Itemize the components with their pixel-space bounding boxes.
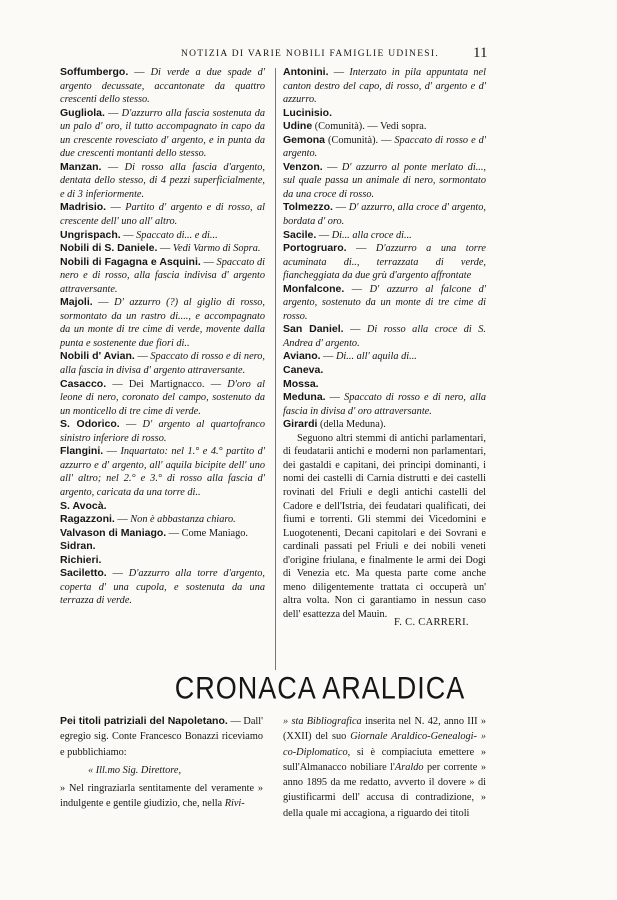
- entry-blazon: Di rosso alla croce di S. Andrea d' argento.: [283, 324, 486, 349]
- blazon-entry: [283, 418, 486, 432]
- entry-title: Soffumbergo.: [60, 66, 129, 78]
- entry-blazon: D' azzurro al ponte merlato di..., sul quale passa un animale di nero, sormontato da una croce di rosso.: [283, 161, 486, 200]
- blazon-entry: [283, 350, 486, 364]
- letter-text: » Nel ringraziarla sentitamente del veramente » indulgente e gentile giudizio, che, nella: [60, 783, 263, 810]
- entry-blazon: Interzato in pila appuntata nel canton destro del capo, di rosso, d' argento e d' azzurro.: [283, 67, 486, 106]
- entry-separator: —: [332, 202, 349, 214]
- blazon-entry: [60, 242, 265, 256]
- entry-blazon: D' argento al quartofranco sinistro inferiore di rosso.: [60, 419, 265, 444]
- blazon-entry: [283, 201, 486, 228]
- entry-blazon: Spaccato di rosso e di nero, alla fascia in divisa d' argento attraversante.: [60, 351, 265, 377]
- entry-title: Sidran.: [60, 540, 96, 553]
- entry-blazon: D'azzurro alla torre d'argento, coperta d' una cupola, e sostenuta da una terrazza di verde.: [60, 568, 265, 607]
- entry-blazon: Di rosso alla fascia d'argento, dentata dello stesso, di 4 pezzi superficialmente, e di 3 inferiormente.: [60, 161, 265, 200]
- blazon-entry: [283, 283, 486, 324]
- blazon-entry: [283, 120, 486, 134]
- blazon-entry: [60, 107, 265, 161]
- entry-title: Caneva.: [283, 364, 324, 377]
- entry-separator: —: [119, 419, 143, 431]
- entry-blazon: Spaccato di... e di...: [136, 229, 218, 241]
- blazon-entry: [60, 554, 265, 568]
- letter-text-3: per corrente » anno 1895 da me redatto, avverto il dovere » di giustificarmi dell' accusa di contradizione, » della quale mi accagiona, a riguardo dei titoli: [283, 761, 486, 819]
- entry-title: Mossa.: [283, 377, 319, 390]
- entry-title: Saciletto.: [60, 567, 107, 580]
- column-divider: [275, 68, 276, 670]
- blazon-entry: [283, 391, 486, 418]
- entry-title: Udine: [283, 120, 313, 133]
- blazon-entry: [60, 378, 265, 419]
- entry-title: Nobili d' Avian.: [60, 350, 135, 363]
- right-entries: [283, 66, 486, 432]
- letter-italic-2: Giornale Araldico-Genealogi- » co-Diplomatico: [283, 731, 486, 758]
- entry-title: Richieri.: [60, 553, 102, 566]
- blazon-entry: [60, 66, 265, 107]
- entry-title: Casacco.: [60, 377, 107, 390]
- blazon-entry: [60, 201, 265, 228]
- entry-blazon: Di verde a due spade d' argento decussate, accantonate da quattro crescenti dello stesso.: [60, 67, 265, 106]
- entry-separator: —: [346, 243, 376, 255]
- entry-separator: —: [106, 568, 129, 580]
- entry-title: S. Odorico.: [60, 418, 120, 431]
- right-column: [283, 66, 486, 621]
- letter-text-left: [60, 781, 263, 812]
- running-header: NOTIZIA DI VARIE NOBILI FAMIGLIE UDINESI.: [180, 49, 440, 59]
- chronicle-left-column: [60, 714, 263, 812]
- entry-blazon: D' azzurro (?) al giglio di rosso, sormontato da un rastro di...., e accompagnato da un monte di tre cime di verde, movente dalla punta e sostenente due fiori di..: [60, 297, 265, 349]
- section-title: CRONACA ARALDICA: [174, 670, 466, 706]
- entry-title: Sacile.: [283, 228, 317, 241]
- entry-note: (della Meduna).: [320, 419, 386, 431]
- entry-title: S. Avocà.: [60, 499, 107, 512]
- entry-blazon: Non è abbastanza chiaro.: [130, 514, 236, 526]
- entry-separator: —: [104, 107, 122, 119]
- letter-text-1: inserita nel N. 42, anno III » (XXII) del suo: [283, 716, 486, 743]
- entry-blazon: D'azzurro a una torre acuminata di.., terrazzata di verde, fiancheggiata da due grù d'argento affrontate: [283, 243, 486, 282]
- blazon-entry: [283, 161, 486, 202]
- entry-title: Meduna.: [283, 391, 326, 404]
- blazon-entry: [60, 350, 265, 377]
- blazon-entry: [60, 540, 265, 554]
- entry-blazon: D' azzurro al falcone d' argento, sostenuto da un monte di tre cime di rosso.: [283, 283, 486, 322]
- entry-blazon: Di... all' aquila di...: [336, 351, 417, 363]
- blazon-entry: [60, 513, 265, 527]
- entry-title: Valvason di Maniago.: [60, 526, 167, 539]
- entry-title: Aviano.: [283, 350, 321, 363]
- entry-separator: —: [343, 324, 367, 336]
- author-signature: F. C. CARRERI.: [394, 617, 469, 628]
- entry-separator: —: [114, 514, 131, 526]
- blazon-entry: [60, 527, 265, 541]
- entry-separator: —: [166, 527, 182, 539]
- blazon-entry: [283, 242, 486, 283]
- blazon-entry: [60, 445, 265, 499]
- entry-title: Ragazzoni.: [60, 513, 115, 526]
- blazon-entry: [60, 296, 265, 350]
- entry-separator: —: [157, 243, 173, 255]
- entry-note: Dei Martignacco.: [128, 378, 205, 390]
- entry-title: Majoli.: [60, 296, 93, 309]
- entry-separator: —: [328, 67, 350, 78]
- entry-title: Tolmezzo.: [283, 201, 333, 214]
- blazon-entry: [60, 500, 265, 514]
- entry-blazon: Partito d' argento e di rosso, al crescente dell' uno all' altro.: [60, 202, 265, 228]
- entry-blazon: Inquartato: nel 1.° e 4.° partito d' azzurro e d' argento, all' aquila bicipite dell' uno all' altro; nel 2.° e 3.° di rosso alla fascia d' argento, caricata da una torre di..: [60, 446, 266, 498]
- entry-separator: —: [204, 378, 228, 390]
- entry-blazon: Spaccato di rosso e d' argento.: [283, 134, 487, 160]
- blazon-entry: [60, 229, 265, 243]
- chronicle-headline: Pei titoli patriziali del Napoletano.: [60, 715, 228, 727]
- entry-title: Gemona: [283, 133, 326, 146]
- entry-title: Girardi: [283, 418, 318, 431]
- letter-text-italic: Rivi-: [224, 798, 245, 810]
- entry-separator: —: [378, 134, 395, 146]
- blazon-entry: [283, 66, 486, 107]
- entry-separator: —: [128, 67, 151, 78]
- entry-separator: —: [92, 297, 115, 309]
- entry-separator: —: [200, 256, 217, 268]
- closing-paragraph: Seguono altri stemmi di antichi parlamentari, di feudatarii antichi e moderni non parlamentari, dei gastaldi e capitani, dei principi dominanti, i nomi dei castelli di Carnia distrutti e dei castelli rovinati del Friuli e degli antichi castelli del Cadore e dell'Istria, dei feudatari qualificati, dei fiumi e torrenti. Gli stemmi dei Vicedomini e Luogotenenti, Decani capitolari e dei Sovrani e cardinali passati pel Friuli e dei nobili veneti d'origine friulana, e finalmente le armi dei Dogi di Venezia etc. Ma questa parte come anche meno diligentemente trattata ci occuperà un' altra volta. Non ci garantiamo in nessun caso dell' esattezza del Mauin.: [283, 432, 486, 620]
- entry-separator: —: [134, 351, 151, 363]
- entry-note: Vedi sopra.: [380, 121, 427, 133]
- entry-separator: —: [344, 283, 370, 295]
- entry-title: Monfalcone.: [283, 282, 345, 295]
- entry-separator: —: [316, 229, 332, 241]
- chronicle-right-column: [283, 714, 486, 821]
- entry-blazon: D' azzurro, alla croce d' argento, bordata d' oro.: [283, 202, 486, 228]
- letter-text-2: , si è compiaciuta emettere » sull'Almanacco nobiliare l': [283, 746, 486, 773]
- entry-separator: —: [325, 392, 345, 404]
- entry-blazon: D'oro al leone di nero, coronato del campo, sostenuto da un monticello di tre cime di verde.: [60, 378, 265, 417]
- blazon-entry: [283, 364, 486, 378]
- entry-blazon: D'azzurro alla fascia sostenuta da un palo d' oro, il tutto accompagnato in capo da un crescente rovesciato d' argento, e in punta da due crescenti montanti dello stesso.: [60, 107, 265, 160]
- entry-title: Madrisio.: [60, 201, 107, 214]
- letter-italic-3: Araldo: [394, 761, 424, 773]
- entry-separator: —: [322, 161, 342, 173]
- entry-note: Come Maniago.: [181, 527, 249, 539]
- blazon-entry: [60, 567, 265, 608]
- letter-italic-1: » sta Bibliografica: [283, 716, 362, 727]
- entry-title: Gugliola.: [60, 106, 105, 119]
- entry-blazon: Spaccato di nero e di rosso, alla fascia indivisa d' argento attraversante.: [60, 256, 266, 295]
- blazon-entry: [60, 161, 265, 202]
- chronicle-intro: [60, 714, 263, 760]
- entry-separator: —: [101, 161, 125, 173]
- blazon-entry: [283, 107, 486, 121]
- entry-separator: —: [120, 229, 137, 241]
- entry-title: Venzon.: [283, 160, 323, 173]
- entry-note: (Comunità).: [314, 121, 365, 133]
- entry-blazon: Di... alla croce di...: [331, 229, 412, 241]
- entry-separator: —: [364, 121, 381, 133]
- entry-title: Nobili di S. Daniele.: [60, 242, 158, 255]
- entry-title: Portogruaro.: [283, 242, 347, 255]
- chronicle-intro-text: — Dall' egregio sig. Conte Francesco Bonazzi riceviamo e pubblichiamo:: [60, 716, 263, 758]
- blazon-entry: [283, 323, 486, 350]
- entry-title: San Daniel.: [283, 323, 344, 336]
- entry-title: Flangini.: [60, 445, 104, 458]
- entry-note: (Comunità).: [328, 134, 379, 146]
- blazon-entry: [60, 418, 265, 445]
- entry-title: Antonini.: [283, 66, 329, 78]
- letter-text-right: [283, 714, 486, 821]
- entry-title: Nobili di Fagagna e Asquini.: [60, 255, 201, 268]
- blazon-entry: [283, 229, 486, 243]
- entry-title: Lucinisio.: [283, 106, 333, 119]
- blazon-entry: [60, 256, 265, 297]
- entry-separator: —: [106, 378, 129, 390]
- entry-separator: —: [103, 446, 121, 458]
- entry-title: Ungrispach.: [60, 228, 121, 241]
- blazon-entry: [283, 378, 486, 392]
- entry-separator: —: [106, 202, 126, 214]
- entry-blazon: Spaccato di rosso e di nero, alla fascia in divisa d' oro attraversante.: [283, 392, 486, 417]
- entry-blazon: Vedi Varmo di Sopra.: [172, 243, 261, 255]
- entry-title: Manzan.: [60, 160, 102, 173]
- page-number: 11: [473, 45, 488, 61]
- letter-salutation: « Ill.mo Sig. Direttore,: [88, 764, 182, 776]
- left-column: [60, 66, 265, 608]
- entry-separator: —: [320, 351, 336, 363]
- blazon-entry: [283, 134, 486, 161]
